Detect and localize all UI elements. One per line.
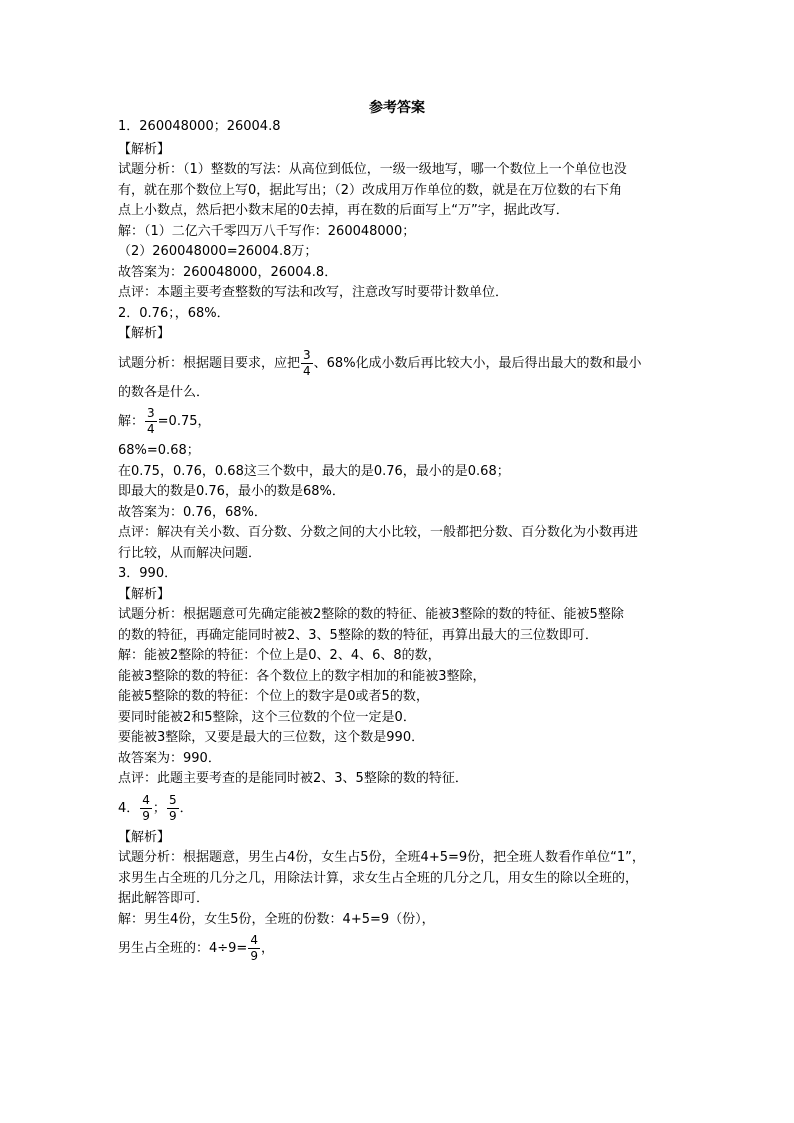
q3-line-2: 的数的特征，再确定能同时被2、3、5整除的数的特征，再算出最大的三位数即可． [118, 627, 598, 643]
q2-answer: 2．0.76；，68%． [118, 305, 230, 321]
q4-line-3: 据此解答即可． [118, 891, 210, 906]
q2-line-6: 即最大的数是0.76，最小的数是68%． [118, 484, 345, 499]
fraction-denominator: 9 [142, 808, 150, 823]
q1-line-3: 点上小数点，然后把小数末尾的0去掉，再在数的后面写上“万”字，据此改写． [118, 203, 569, 218]
fraction-numerator: 3 [147, 406, 155, 420]
q2-line-1-a: 试题分析：根据题目要求，应把 [118, 355, 301, 371]
q3-analysis-tag: 【解析】 [118, 586, 171, 602]
fraction-numerator: 4 [250, 933, 258, 947]
q2-line-1 [118, 345, 678, 383]
q1-line-2: 有，就在那个数位上写0，据此写出；（2）改成用万作单位的数，就是在万位数的右下角 [118, 182, 623, 198]
fraction-denominator: 4 [147, 422, 155, 436]
q4-line-4: 解：男生4份，女生5份，全班的份数：4+5=9（份）， [118, 911, 435, 927]
q3-line-7: 要能被3整除，又要是最大的三位数，这个数是990． [118, 730, 425, 745]
fraction-denominator: 4 [303, 363, 311, 378]
q3-line-6: 要同时能被2和5整除，这个三位数的个位一定是0． [118, 709, 416, 725]
q1-line-7: 点评：本题主要考查整数的写法和改写，注意改写时要带计数单位． [118, 285, 509, 300]
q4-line-5 [118, 930, 678, 968]
fraction-numerator: 3 [303, 347, 311, 362]
q4-line-1: 试题分析：根据题意，男生占4份，女生占5份，全班4+5=9份，把全班人数看作单位“1”， [118, 850, 645, 865]
q4-end: ． [179, 800, 193, 816]
q2-analysis-tag: 【解析】 [118, 326, 171, 341]
q2-line-3 [118, 403, 678, 441]
q3-line-9: 点评：此题主要考查的是能同时被2、3、5整除的数的特征． [118, 771, 468, 786]
fraction [167, 793, 179, 824]
fraction-denominator: 9 [250, 949, 258, 963]
fraction [145, 406, 157, 437]
fraction-denominator: 9 [168, 808, 177, 823]
q3-answer: 3．990． [118, 566, 178, 581]
q2-line-9: 行比较，从而解决问题． [118, 545, 262, 561]
q2-line-2: 的数各是什么． [118, 384, 210, 400]
fraction-numerator: 4 [142, 792, 150, 807]
fraction [140, 793, 152, 824]
fraction-numerator: 5 [168, 792, 177, 807]
q2-line-3-a: 解： [118, 414, 145, 429]
q4-answer [118, 790, 678, 828]
page-title: 参考答案 [369, 100, 425, 116]
fraction [301, 348, 313, 379]
answer-content [118, 117, 678, 968]
q2-line-8: 点评：解决有关小数、百分数、分数之间的大小比较，一般都把分数、百分数化为小数再进 [118, 525, 639, 540]
q1-line-5: （2）260048000=26004.8万； [118, 244, 318, 259]
q2-line-5: 在0.75，0.76，0.68这三个数中，最大的是0.76，最小的是0.68； [118, 463, 510, 479]
q3-line-8: 故答案为：990． [118, 750, 221, 766]
q1-line-4: 解：（1）二亿六千零四万八千写作：260048000； [118, 223, 416, 239]
q2-line-4: 68%=0.68； [118, 443, 200, 458]
q1-line-6: 故答案为：260048000，26004.8． [118, 264, 338, 280]
q4-analysis-tag: 【解析】 [118, 829, 171, 845]
q3-line-4: 能被3整除的数的特征：各个数位上的数字相加的和能被3整除， [118, 668, 486, 684]
fraction [248, 933, 260, 964]
q4-line-5-b: ， [260, 941, 274, 956]
q3-line-1: 试题分析：根据题意可先确定能被2整除的数的特征、能被3整除的数的特征、能被5整除 [118, 607, 624, 622]
q2-line-1-b: 、68%化成小数后再比较大小，最后得出最大的数和最小 [313, 355, 642, 371]
q1-analysis-tag: 【解析】 [118, 141, 171, 157]
q4-separator: ； [152, 800, 166, 816]
q1-line-1: 试题分析：（1）整数的写法：从高位到低位，一级一级地写，哪一个数位上一个单位也没 [118, 162, 627, 177]
q4-line-2: 求男生占全班的几分之几，用除法计算，求女生占全班的几分之几，用女生的除以全班的， [118, 870, 639, 886]
q3-line-3: 解：能被2整除的特征：个位上是0、2、4、6、8的数， [118, 648, 441, 663]
q4-line-5-a: 男生占全班的：4÷9= [118, 941, 248, 956]
q3-line-5: 能被5整除的数的特征：个位上的数字是0或者5的数， [118, 689, 429, 704]
q2-line-7: 故答案为：0.76，68%． [118, 504, 267, 520]
q1-answer: 1．260048000；26004.8 [118, 119, 281, 134]
q4-number: 4． [118, 800, 140, 816]
q2-line-3-b: =0.75， [157, 414, 211, 429]
